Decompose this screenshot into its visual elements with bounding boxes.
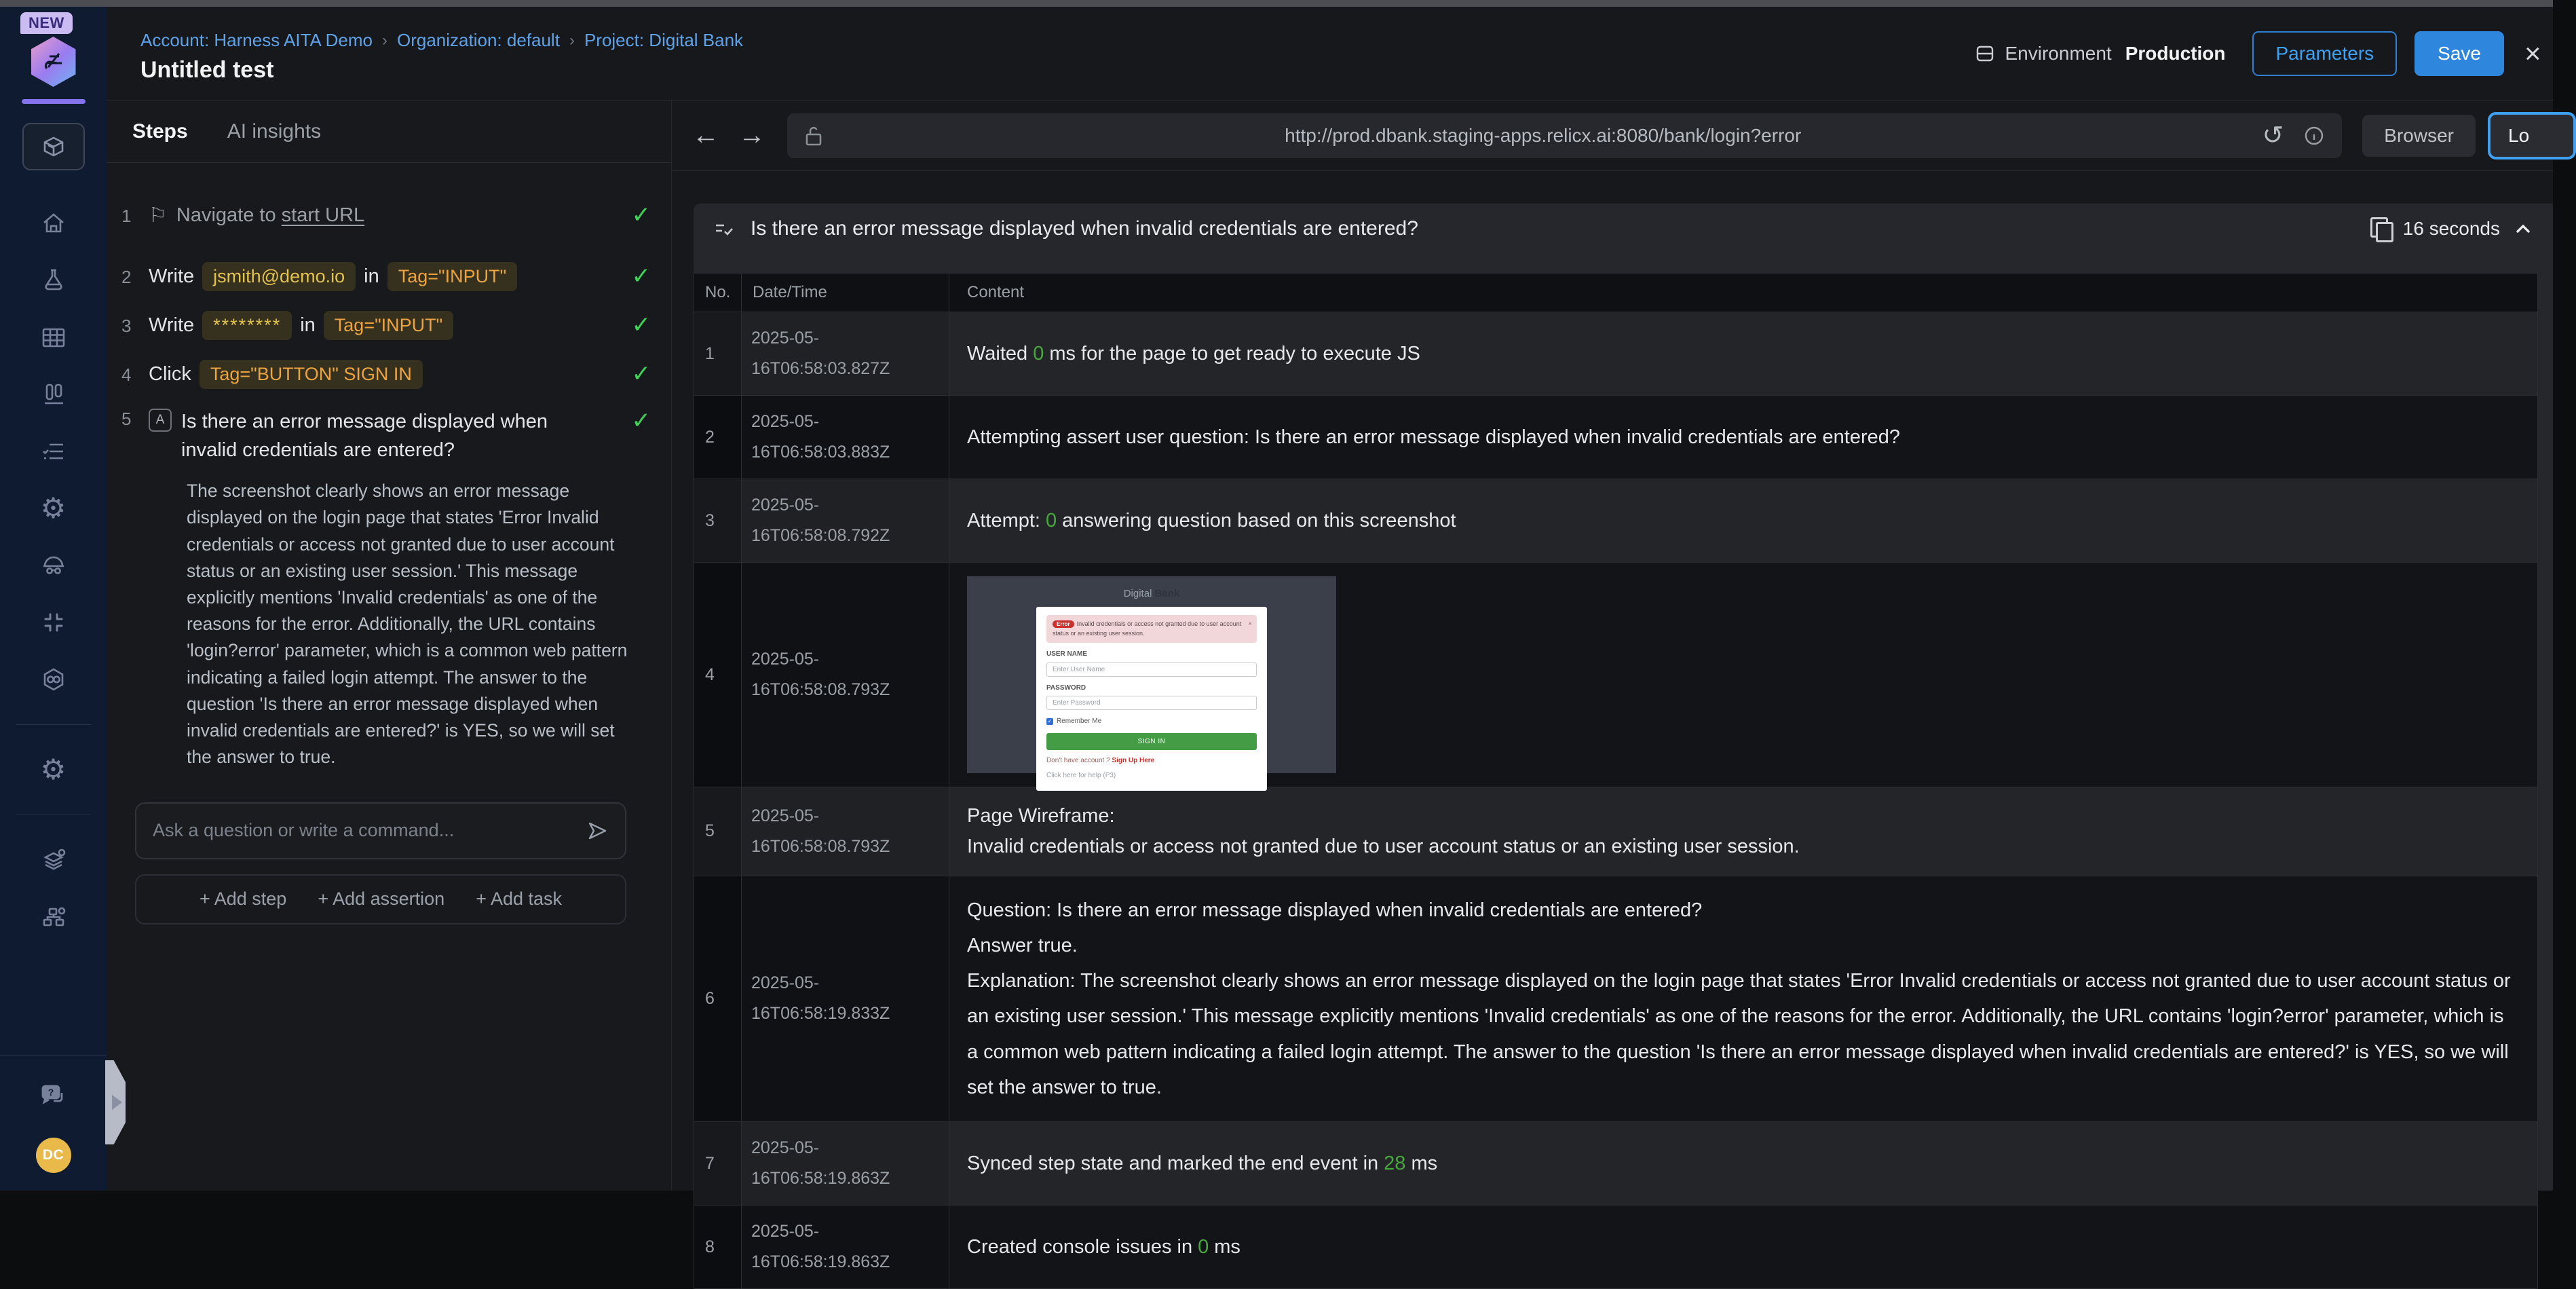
sidebar-item-integrations[interactable] bbox=[39, 608, 69, 637]
thumb-login-card bbox=[1036, 607, 1267, 791]
sidebar-item-settings-2[interactable]: ⚙ bbox=[40, 753, 67, 785]
row-datetime: 2025-05- 16T06:58:08.793Z bbox=[742, 787, 949, 876]
step-verb: Write bbox=[149, 265, 195, 287]
step-verb: Click bbox=[149, 362, 191, 385]
thumb-password-label: PASSWORD bbox=[1046, 684, 1086, 692]
chevron-right-icon: › bbox=[382, 31, 387, 50]
copy-icon[interactable] bbox=[2370, 217, 2391, 240]
step-number: 5 bbox=[121, 409, 132, 429]
step-row-3[interactable] bbox=[121, 310, 651, 341]
row-content: Page Wireframe: Invalid credentials or access not granted due to user account status or an existing user session. bbox=[967, 805, 1800, 857]
thumb-brand: Digital Bank bbox=[1123, 588, 1180, 599]
assertion-question: Is there an error message displayed when invalid credentials are entered? bbox=[181, 411, 548, 462]
log-header-right bbox=[2370, 217, 2534, 240]
step-number: 4 bbox=[121, 364, 132, 385]
row-datetime: 2025-05- 16T06:58:19.863Z bbox=[742, 1122, 949, 1205]
left-nav-sidebar bbox=[0, 7, 107, 1191]
add-step-button[interactable]: + Add step bbox=[199, 889, 287, 909]
row-datetime: 2025-05- 16T06:58:19.863Z bbox=[742, 1206, 949, 1288]
row-no: 2 bbox=[694, 396, 742, 479]
thumb-remember-row: ✓ Remember Me bbox=[1047, 717, 1102, 726]
browser-button[interactable]: Browser bbox=[2362, 115, 2476, 157]
tab-ai-insights[interactable]: AI insights bbox=[227, 119, 322, 143]
command-input[interactable] bbox=[153, 820, 586, 841]
log-row-2[interactable] bbox=[694, 395, 2537, 479]
log-row-5[interactable] bbox=[694, 787, 2537, 876]
thumb-alert-close-icon: × bbox=[1248, 620, 1252, 629]
sidebar-nav-list bbox=[16, 208, 91, 932]
forward-arrow-icon[interactable]: → bbox=[738, 120, 765, 150]
breadcrumb bbox=[140, 30, 743, 51]
page-header bbox=[107, 7, 2553, 100]
row-no: 7 bbox=[694, 1122, 742, 1205]
window-top-strip bbox=[0, 0, 2553, 7]
steps-panel bbox=[107, 100, 672, 1191]
breadcrumb-organization[interactable]: Organization: default bbox=[397, 30, 560, 50]
add-actions-row bbox=[135, 874, 626, 924]
step-row-2[interactable] bbox=[121, 261, 651, 292]
row-datetime: 2025-05- 16T06:58:03.827Z bbox=[742, 312, 949, 395]
sidebar-item-org-settings[interactable] bbox=[39, 902, 69, 932]
thumb-checkbox: ✓ bbox=[1047, 718, 1053, 724]
flag-icon: ⚐ bbox=[149, 204, 167, 227]
row-no: 1 bbox=[694, 312, 742, 395]
thumb-error-alert: Error Invalid credentials or access not granted due to user account status or an existing user session. × bbox=[1046, 615, 1257, 643]
browser-toolbar bbox=[672, 100, 2553, 171]
log-question-text: Is there an error message displayed when invalid credentials are entered? bbox=[751, 217, 1418, 240]
sidebar-divider bbox=[16, 724, 91, 725]
url-text: http://prod.dbank.staging-apps.relicx.ai:8080/bank/login?error bbox=[1285, 124, 1802, 146]
sidebar-item-project-settings[interactable] bbox=[39, 845, 69, 875]
row-content: Synced step state and marked the end event in 28 ms bbox=[967, 1152, 1438, 1174]
sidebar-item-home[interactable] bbox=[39, 208, 69, 238]
row-no: 6 bbox=[694, 876, 742, 1121]
thumb-signin-button: SIGN IN bbox=[1046, 733, 1257, 750]
log-row-4[interactable] bbox=[694, 562, 2537, 787]
row-content: Waited 0 ms for the page to get ready to execute JS bbox=[967, 342, 1420, 365]
steps-list bbox=[107, 163, 671, 771]
row-no: 3 bbox=[694, 479, 742, 562]
row-datetime: 2025-05- 16T06:58:08.793Z bbox=[742, 563, 949, 787]
send-icon[interactable] bbox=[586, 819, 609, 842]
sidebar-item-checklist[interactable] bbox=[39, 436, 69, 466]
step-success-check-icon: ✓ bbox=[631, 361, 651, 387]
breadcrumb-project[interactable]: Project: Digital Bank bbox=[584, 30, 744, 50]
logo-underline bbox=[22, 99, 86, 104]
step-success-check-icon: ✓ bbox=[631, 408, 651, 434]
logs-button[interactable]: Lo bbox=[2488, 112, 2576, 160]
environment-value: Production bbox=[2125, 43, 2226, 64]
environment-selector[interactable] bbox=[1974, 43, 2226, 64]
row-content: Created console issues in 0 ms bbox=[967, 1235, 1240, 1258]
row-no: 4 bbox=[694, 563, 742, 787]
add-task-button[interactable]: + Add task bbox=[476, 889, 563, 909]
harness-logo[interactable] bbox=[31, 37, 76, 87]
step-number: 2 bbox=[121, 266, 132, 287]
step-value-chip[interactable]: jsmith@demo.io bbox=[202, 262, 356, 291]
step-target-chip[interactable]: Tag="INPUT" bbox=[324, 311, 453, 340]
log-table-header bbox=[694, 274, 2537, 312]
breadcrumb-account[interactable]: Account: Harness AITA Demo bbox=[140, 30, 373, 50]
row-content bbox=[949, 563, 2537, 787]
step-number: 1 bbox=[121, 205, 132, 226]
sidebar-item-settings[interactable]: ⚙ bbox=[40, 492, 67, 524]
help-chat-button[interactable] bbox=[39, 1081, 69, 1110]
duration-text: 16 seconds bbox=[2402, 218, 2500, 239]
step-row-1[interactable] bbox=[121, 200, 651, 231]
log-table bbox=[694, 273, 2538, 1289]
thumb-username-label: USER NAME bbox=[1046, 650, 1088, 658]
unlock-icon bbox=[803, 124, 824, 147]
row-datetime: 2025-05- 16T06:58:08.792Z bbox=[742, 479, 949, 562]
col-datetime: Date/Time bbox=[742, 274, 949, 312]
col-no: No. bbox=[694, 274, 742, 312]
back-arrow-icon[interactable]: ← bbox=[692, 120, 719, 150]
step-connector: in bbox=[364, 265, 379, 287]
url-bar[interactable] bbox=[787, 113, 2342, 158]
start-url-link[interactable]: start URL bbox=[281, 204, 365, 226]
main-area bbox=[672, 100, 2553, 1271]
log-row-6[interactable] bbox=[694, 876, 2537, 1121]
assert-list-icon bbox=[711, 217, 736, 241]
steps-tabs bbox=[107, 100, 671, 163]
refresh-icon[interactable]: ↺ bbox=[2262, 122, 2284, 150]
step-text: Navigate to start URL bbox=[176, 204, 365, 226]
step-verb: Write bbox=[149, 314, 195, 336]
log-panel bbox=[694, 204, 2553, 1271]
log-row-1[interactable] bbox=[694, 312, 2537, 395]
log-row-8[interactable] bbox=[694, 1205, 2537, 1288]
parameters-button[interactable]: Parameters bbox=[2252, 31, 2397, 76]
screenshot-thumbnail[interactable] bbox=[967, 576, 1336, 780]
step-row-5[interactable] bbox=[121, 407, 651, 464]
step-password-chip[interactable]: ******** bbox=[202, 311, 292, 340]
environment-icon bbox=[1974, 43, 1996, 64]
log-row-3[interactable] bbox=[694, 479, 2537, 562]
sidebar-item-pipelines[interactable] bbox=[39, 665, 69, 694]
sidebar-item-board[interactable] bbox=[39, 379, 69, 409]
workspace bbox=[107, 100, 2553, 1271]
thumb-error-badge: Error bbox=[1053, 620, 1074, 628]
thumb-username-input: Enter User Name bbox=[1046, 662, 1257, 677]
row-datetime: 2025-05- 16T06:58:03.883Z bbox=[742, 396, 949, 479]
row-content: Attempting assert user question: Is there an error message displayed when invalid credentials are entered? bbox=[967, 426, 1901, 448]
command-input-box[interactable] bbox=[135, 802, 626, 859]
row-no: 5 bbox=[694, 787, 742, 876]
save-button[interactable]: Save bbox=[2414, 31, 2504, 76]
sidebar-item-lab[interactable] bbox=[39, 265, 69, 295]
step-target-chip[interactable]: Tag="INPUT" bbox=[387, 262, 517, 291]
tab-steps[interactable]: Steps bbox=[132, 119, 188, 143]
info-icon[interactable] bbox=[2303, 124, 2326, 147]
thumb-help-text: Click here for help (P3) bbox=[1046, 772, 1116, 780]
col-content: Content bbox=[967, 283, 1025, 301]
row-content: Attempt: 0 answering question based on this screenshot bbox=[967, 509, 1456, 531]
row-no: 8 bbox=[694, 1206, 742, 1288]
environment-label: Environment bbox=[2005, 43, 2112, 64]
page-title: Untitled test bbox=[140, 57, 274, 83]
log-question-header[interactable] bbox=[694, 204, 2553, 254]
row-content: Question: Is there an error message displayed when invalid credentials are entered? Answer true. Explanation: The screenshot clearly shows an error message displayed on the login page that states 'Error Invalid credentials or access not granted due to user account status or an existing user session.' This message explicitly mentions 'Invalid credentials' as one of the reasons for the error. Additionally, the URL contains 'login?error' parameter, which is a common web pattern indicating a failed login attempt. The answer to the question 'Is there an error message displayed when invalid credentials are entered?' is YES, so we will set the answer to true. bbox=[967, 899, 2511, 1098]
chevron-right-icon: › bbox=[569, 31, 575, 50]
step-success-check-icon: ✓ bbox=[631, 263, 651, 289]
step-success-check-icon: ✓ bbox=[631, 312, 651, 338]
close-icon[interactable]: × bbox=[2524, 37, 2541, 69]
step-target-chip[interactable]: Tag="BUTTON" SIGN IN bbox=[200, 360, 423, 389]
user-avatar[interactable]: DC bbox=[36, 1138, 71, 1173]
assertion-icon: A bbox=[149, 409, 172, 432]
header-actions bbox=[1974, 7, 2550, 100]
step-success-check-icon: ✓ bbox=[631, 202, 651, 228]
assertion-explanation: The screenshot clearly shows an error message displayed on the login page that states 'Error Invalid credentials or access not granted due to user account status or an existing user session.' This message explicitly mentions 'Invalid credentials' as one of the reasons for the error. Additionally, the URL contains 'login?error' parameter, which is a common web pattern indicating a failed login attempt. The answer to the question 'Is there an error message displayed when invalid credentials are entered?' is YES, so we will set the answer to true. bbox=[187, 481, 628, 768]
svg-text:?: ? bbox=[48, 1087, 54, 1098]
sidebar-item-grid[interactable] bbox=[39, 322, 69, 352]
chevron-up-icon[interactable] bbox=[2512, 218, 2534, 240]
step-row-4[interactable] bbox=[121, 358, 651, 390]
add-assertion-button[interactable]: + Add assertion bbox=[318, 889, 445, 909]
new-badge: NEW bbox=[20, 12, 73, 34]
sidebar-bottom-section bbox=[0, 1056, 107, 1191]
log-row-7[interactable] bbox=[694, 1121, 2537, 1205]
step-number: 3 bbox=[121, 315, 132, 336]
thumb-signup-text: Don't have account ? Sign Up Here bbox=[1046, 756, 1155, 764]
sidebar-item-modules-selected[interactable] bbox=[22, 123, 85, 170]
thumb-password-input: Enter Password bbox=[1046, 696, 1257, 710]
cube-icon bbox=[39, 132, 69, 162]
row-datetime: 2025-05- 16T06:58:19.833Z bbox=[742, 876, 949, 1121]
sidebar-item-incognito[interactable] bbox=[39, 550, 69, 580]
step-connector: in bbox=[300, 314, 316, 336]
